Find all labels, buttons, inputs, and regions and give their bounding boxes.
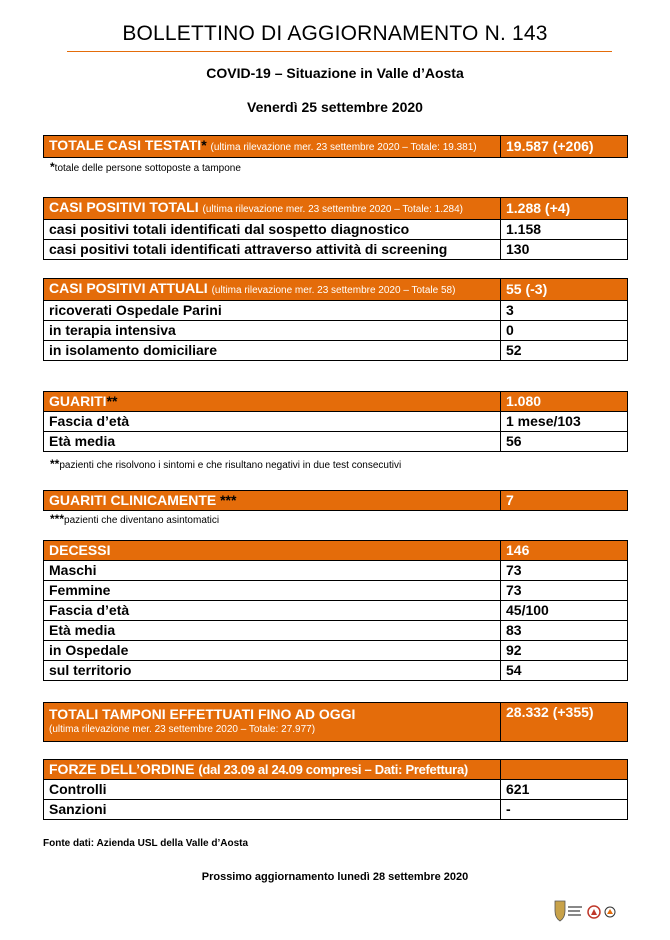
tamponi-value: 28.332 (+355) xyxy=(501,703,628,742)
row-label: in Ospedale xyxy=(44,641,501,661)
guariti-header xyxy=(44,392,628,412)
forze-ordine-table xyxy=(43,759,628,820)
totale-casi-note: (ultima rilevazione mer. 23 settembre 2020 – Totale: 19.381) xyxy=(210,142,477,153)
row-value: 83 xyxy=(501,621,628,641)
table-row xyxy=(44,561,628,581)
forze-ordine-note: (dal 23.09 al 24.09 compresi – Dati: Prefettura) xyxy=(198,762,468,777)
row-value: 45/100 xyxy=(501,601,628,621)
row-label: Fascia d’età xyxy=(44,412,501,432)
row-label: casi positivi totali identificati attraverso attività di screening xyxy=(44,240,501,260)
row-value: 52 xyxy=(501,341,628,361)
row-label: Età media xyxy=(44,621,501,641)
tamponi-table xyxy=(43,702,628,742)
positivi-attuali-value: 55 (-3) xyxy=(501,279,628,301)
positivi-attuali-label: CASI POSITIVI ATTUALI xyxy=(49,280,208,296)
positivi-totali-header xyxy=(44,198,628,220)
positivi-attuali-header xyxy=(44,279,628,301)
row-label: ricoverati Ospedale Parini xyxy=(44,301,501,321)
footer-logos xyxy=(550,898,620,924)
table-row xyxy=(44,780,628,800)
guariti-clinicamente-star: *** xyxy=(220,492,237,508)
guariti-label-cell xyxy=(44,392,501,412)
totale-casi-star: * xyxy=(201,137,207,153)
table-row xyxy=(44,301,628,321)
data-source: Fonte dati: Azienda USL della Valle d’Aosta xyxy=(43,838,249,849)
table-row xyxy=(44,641,628,661)
guariti-table xyxy=(43,391,628,452)
guariti-clinicamente-footnote-text: pazienti che diventano asintomatici xyxy=(64,515,220,526)
decessi-header xyxy=(44,541,628,561)
row-value: 56 xyxy=(501,432,628,452)
table-row xyxy=(44,800,628,820)
bulletin-date: Venerdì 25 settembre 2020 xyxy=(247,99,423,115)
positivi-attuali-table xyxy=(43,278,628,361)
table-row xyxy=(44,321,628,341)
totale-casi-footnote-mark: * xyxy=(50,160,55,174)
row-label: Sanzioni xyxy=(44,800,501,820)
row-value: 130 xyxy=(501,240,628,260)
guariti-clinicamente-footnote-mark: *** xyxy=(50,512,65,526)
bulletin-subtitle: COVID-19 – Situazione in Valle d’Aosta xyxy=(206,65,464,81)
table-row xyxy=(44,240,628,260)
guariti-footnote-mark: ** xyxy=(50,457,60,471)
guariti-footnote-text: pazienti che risolvono i sintomi e che risultano negativi in due test consecutivi xyxy=(59,460,402,471)
row-label: Età media xyxy=(44,432,501,452)
totale-casi-table xyxy=(43,135,628,158)
tamponi-label-cell xyxy=(44,703,501,742)
forze-ordine-label: FORZE DELL’ORDINE xyxy=(49,761,195,777)
positivi-totali-note: (ultima rilevazione mer. 23 settembre 2020 – Totale: 1.284) xyxy=(202,204,464,215)
bulletin-title: BOLLETTINO DI AGGIORNAMENTO N. 143 xyxy=(122,22,548,45)
row-label: Fascia d’età xyxy=(44,601,501,621)
guariti-clinicamente-value: 7 xyxy=(501,491,628,511)
positivi-totali-value: 1.288 (+4) xyxy=(501,198,628,220)
row-value: 54 xyxy=(501,661,628,681)
table-row xyxy=(44,601,628,621)
row-value: 621 xyxy=(501,780,628,800)
totale-casi-label: TOTALE CASI TESTATI xyxy=(49,137,202,153)
guariti-star: ** xyxy=(106,393,118,409)
row-value: - xyxy=(501,800,628,820)
table-row xyxy=(44,661,628,681)
guariti-clinicamente-footnote xyxy=(50,512,219,526)
totale-casi-footnote-text: totale delle persone sottoposte a tampone xyxy=(54,163,241,174)
decessi-label: DECESSI xyxy=(44,541,501,561)
guariti-clinicamente-table xyxy=(43,490,628,511)
table-row xyxy=(44,220,628,240)
row-value: 3 xyxy=(501,301,628,321)
row-value: 0 xyxy=(501,321,628,341)
positivi-attuali-label-cell xyxy=(44,279,501,301)
title-divider xyxy=(67,51,612,52)
row-value: 92 xyxy=(501,641,628,661)
table-row xyxy=(44,581,628,601)
row-value: 1.158 xyxy=(501,220,628,240)
decessi-value: 146 xyxy=(501,541,628,561)
row-label: Controlli xyxy=(44,780,501,800)
row-label: Maschi xyxy=(44,561,501,581)
forze-ordine-header-empty xyxy=(501,760,628,780)
positivi-attuali-note: (ultima rilevazione mer. 23 settembre 2020 – Totale 58) xyxy=(211,285,456,296)
row-value: 1 mese/103 xyxy=(501,412,628,432)
positivi-totali-label: CASI POSITIVI TOTALI xyxy=(49,199,199,215)
guariti-value: 1.080 xyxy=(501,392,628,412)
row-label: casi positivi totali identificati dal sospetto diagnostico xyxy=(44,220,501,240)
totale-casi-label-cell xyxy=(44,136,501,158)
tamponi-note: (ultima rilevazione mer. 23 settembre 2020 – Totale: 27.977) xyxy=(49,724,316,735)
guariti-clinicamente-label-cell xyxy=(44,491,501,511)
table-row xyxy=(44,412,628,432)
guariti-clinicamente-label: GUARITI CLINICAMENTE xyxy=(49,492,217,508)
totale-casi-value: 19.587 (+206) xyxy=(501,136,628,158)
guariti-clinicamente-header xyxy=(44,491,628,511)
totale-casi-footnote xyxy=(50,160,241,174)
table-row xyxy=(44,341,628,361)
decessi-table xyxy=(43,540,628,681)
positivi-totali-label-cell xyxy=(44,198,501,220)
next-update: Prossimo aggiornamento lunedì 28 settembre 2020 xyxy=(201,871,469,883)
tamponi-label: TOTALI TAMPONI EFFETTUATI FINO AD OGGI xyxy=(49,706,356,722)
guariti-footnote xyxy=(50,457,401,471)
region-logo-icon xyxy=(550,898,620,924)
forze-ordine-label-cell xyxy=(44,760,501,780)
table-row xyxy=(44,432,628,452)
row-label: in terapia intensiva xyxy=(44,321,501,341)
row-label: Femmine xyxy=(44,581,501,601)
forze-ordine-header xyxy=(44,760,628,780)
row-label: sul territorio xyxy=(44,661,501,681)
row-label: in isolamento domiciliare xyxy=(44,341,501,361)
table-row xyxy=(44,621,628,641)
guariti-label: GUARITI xyxy=(49,393,107,409)
totale-casi-header xyxy=(44,136,628,158)
tamponi-header xyxy=(44,703,628,742)
row-value: 73 xyxy=(501,561,628,581)
row-value: 73 xyxy=(501,581,628,601)
positivi-totali-table xyxy=(43,197,628,260)
